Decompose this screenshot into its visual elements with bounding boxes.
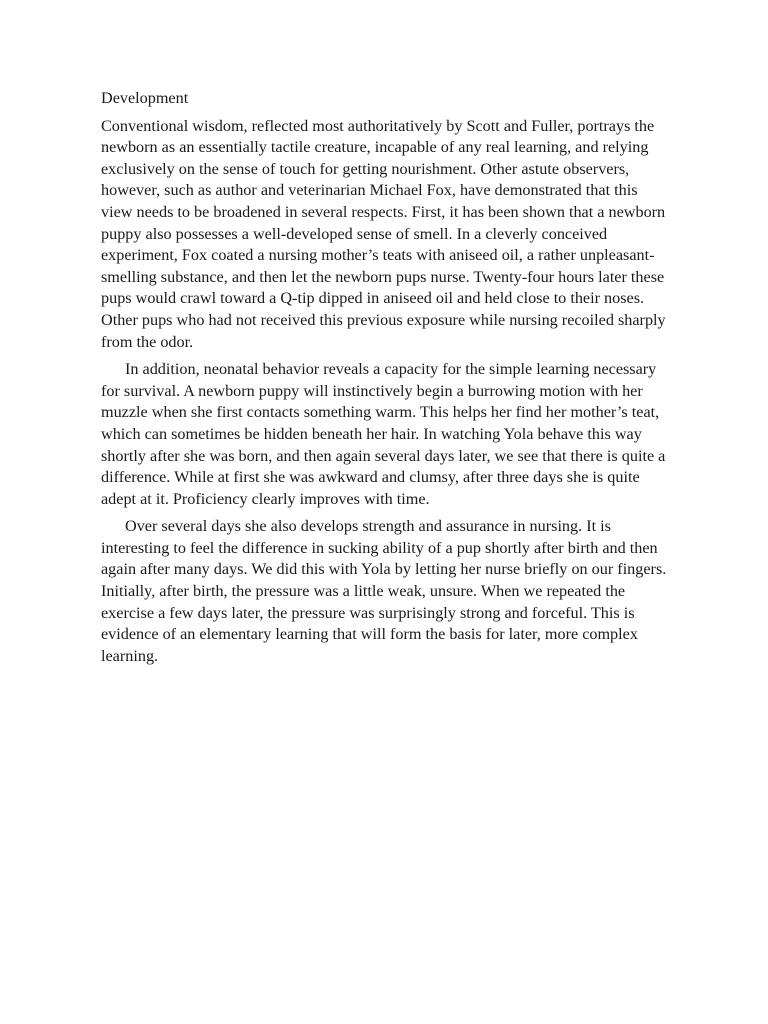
paragraph-1: Conventional wisdom, reflected most authoritatively by Scott and Fuller, portrays the newborn as an essentially tactile creature, incapable of any real learning, and relying exclusively on the sense of touch for getting nourishment. Other astute observers, however, such as author and veterinarian Michael Fox, have demonstrated that this view needs to be broadened in several respects. First, it has been shown that a newborn puppy also possesses a well-developed sense of smell. In a cleverly conceived experiment, Fox coated a nursing mother’s teats with aniseed oil, a rather unpleasant-smelling substance, and then let the newborn pups nurse. Twenty-four hours later these pups would crawl toward a Q-tip dipped in aniseed oil and held close to their noses. Other pups who had not received this previous exposure while nursing recoiled sharply from the odor.: [101, 116, 666, 351]
paragraph-2: In addition, neonatal behavior reveals a capacity for the simple learning necessary for survival. A newborn puppy will instinctively begin a burrowing motion with her muzzle when she first contacts something warm. This helps her find her mother’s teat, which can sometimes be hidden beneath her hair. In watching Yola behave this way shortly after she was born, and then again several days later, we see that there is quite a difference. While at first she was awkward and clumsy, after three days she is quite adept at it. Proficiency clearly improves with time.: [101, 360, 666, 508]
document-body: [101, 88, 671, 673]
section-heading: Development: [101, 89, 189, 107]
paragraph-3: Over several days she also develops strength and assurance in nursing. It is interesting to feel the difference in sucking ability of a pup shortly after birth and then again after many days. We did this with Yola by letting her nurse briefly on our fingers. Initially, after birth, the pressure was a little weak, unsure. When we repeated the exercise a few days later, the pressure was surprisingly strong and forceful. This is evidence of an elementary learning that will form the basis for later, more complex learning.: [101, 517, 667, 665]
